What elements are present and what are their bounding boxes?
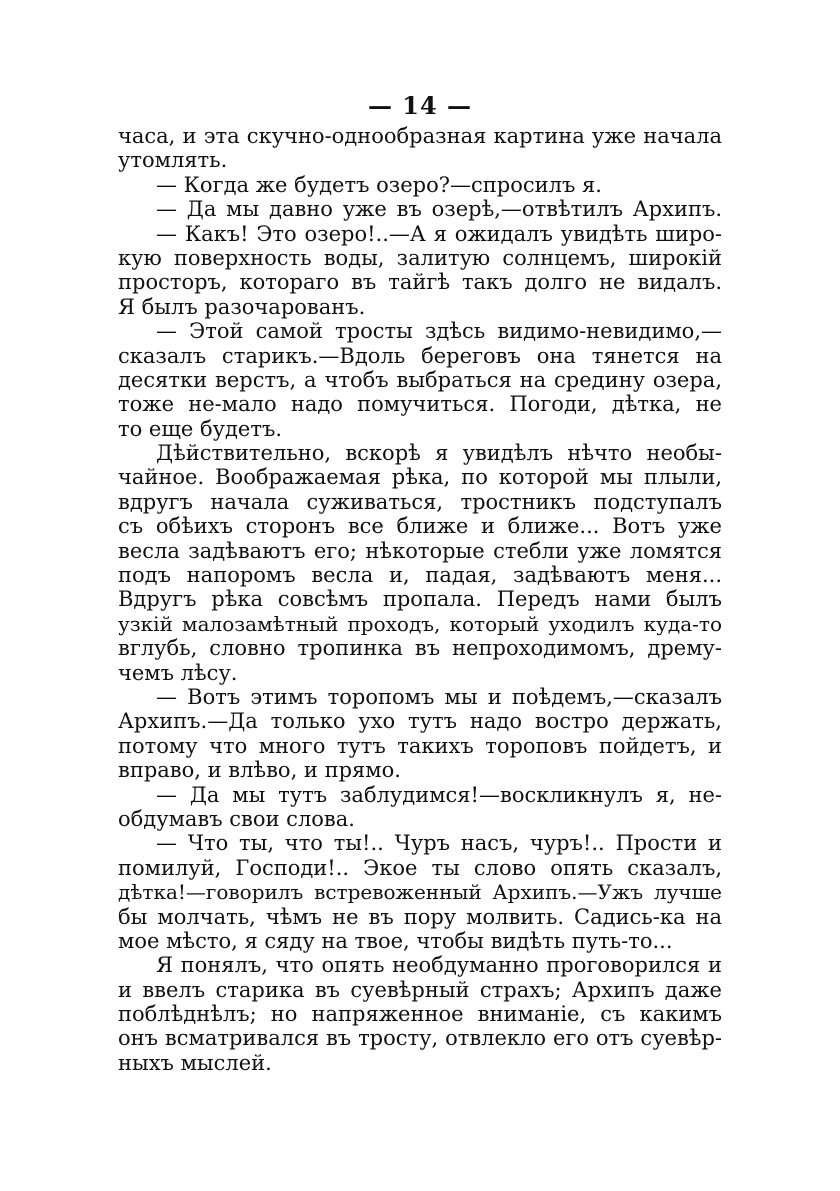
text-line: и ввелъ старика въ суевѣрный страхъ; Архипъ даже: [118, 977, 722, 1002]
text-line: — Какъ! Это озеро!..—А я ожидалъ увидѣть широ-: [156, 221, 722, 246]
text-line: — Когда же будетъ озеро?—спросилъ я.: [156, 172, 602, 197]
text-line: — Вотъ этимъ торопомъ мы и поѣдемъ,—сказалъ: [156, 684, 722, 709]
text-line: вдругъ начала суживаться, тростникъ подступалъ: [118, 489, 722, 514]
text-line: десятки верстъ, а чтобъ выбраться на средину озера,: [118, 367, 722, 392]
text-line: Архипъ.—Да только ухо тутъ надо востро держать,: [118, 709, 722, 734]
text-line: — Да мы тутъ заблудимся!—воскликнулъ я, не-: [156, 782, 722, 807]
text-line: тоже не-мало надо помучиться. Погоди, дѣтка, не: [118, 392, 722, 417]
text-line: то еще будетъ.: [118, 416, 283, 441]
text-line: Вдругъ рѣка совсѣмъ пропала. Передъ нами былъ: [118, 587, 722, 612]
text-line: ныхъ мыслей.: [118, 1050, 272, 1075]
text-line: Я былъ разочарованъ.: [118, 294, 366, 319]
text-line: сказалъ старикъ.—Вдоль береговъ она тянется на: [118, 343, 722, 368]
text-line: просторъ, котораго въ тайгѣ такъ долго не видалъ.: [118, 270, 722, 295]
text-line: весла задѣваютъ его; нѣкоторые стебли уже ломятся: [118, 538, 722, 563]
text-line: поблѣднѣлъ; но напряженное вниманіе, съ какимъ: [118, 1002, 722, 1027]
text-line: — Да мы давно уже въ озерѣ,—отвѣтилъ Архипъ.: [156, 197, 722, 222]
body-text: [118, 124, 722, 1075]
text-line: Я понялъ, что опять необдуманно проговорился и: [156, 953, 722, 978]
text-line: бы молчать, чѣмъ не въ пору молвить. Садись-ка на: [118, 904, 722, 929]
text-line: дѣтка!—говорилъ встревоженный Архипъ.—Ужъ лучше: [118, 880, 722, 905]
text-line: обдумавъ свои слова.: [118, 806, 355, 831]
text-line: часа, и эта скучно-однообразная картина уже начала: [118, 124, 722, 148]
text-line: — Этой самой тросты здѣсь видимо-невидимо,—: [156, 319, 722, 344]
text-line: чемъ лѣсу.: [118, 660, 238, 685]
text-line: онъ всматривался въ тросту, отвлекло его отъ суевѣр-: [118, 1026, 722, 1051]
text-line: чайное. Воображаемая рѣка, по которой мы плыли,: [118, 465, 722, 490]
text-line: помилуй, Господи!.. Экое ты слово опять сказалъ,: [118, 855, 722, 880]
text-line: вглубь, словно тропинка въ непроходимомъ, дрему-: [118, 636, 722, 661]
text-line: подъ напоромъ весла и, падая, задѣваютъ меня...: [118, 563, 722, 588]
text-line: потому что много тутъ такихъ тороповъ пойдетъ, и: [118, 733, 722, 758]
text-line: съ обѣихъ сторонъ все ближе и ближе... Вотъ уже: [118, 514, 722, 539]
text-line: мое мѣсто, я сяду на твое, чтобы видѣть путь-то...: [118, 928, 673, 953]
text-line: кую поверхность воды, залитую солнцемъ, широкій: [118, 245, 722, 270]
page-number: — 14 —: [367, 91, 473, 120]
text-line: — Что ты, что ты!.. Чуръ насъ, чуръ!.. Прости и: [156, 831, 722, 856]
text-line: утомлять.: [118, 148, 228, 173]
text-line: Дѣйствительно, вскорѣ я увидѣлъ нѣчто необы-: [156, 441, 722, 466]
text-line: узкій малозамѣтный проходъ, который уходилъ куда-то: [118, 611, 722, 636]
text-line: вправо, и влѣво, и прямо.: [118, 758, 401, 783]
